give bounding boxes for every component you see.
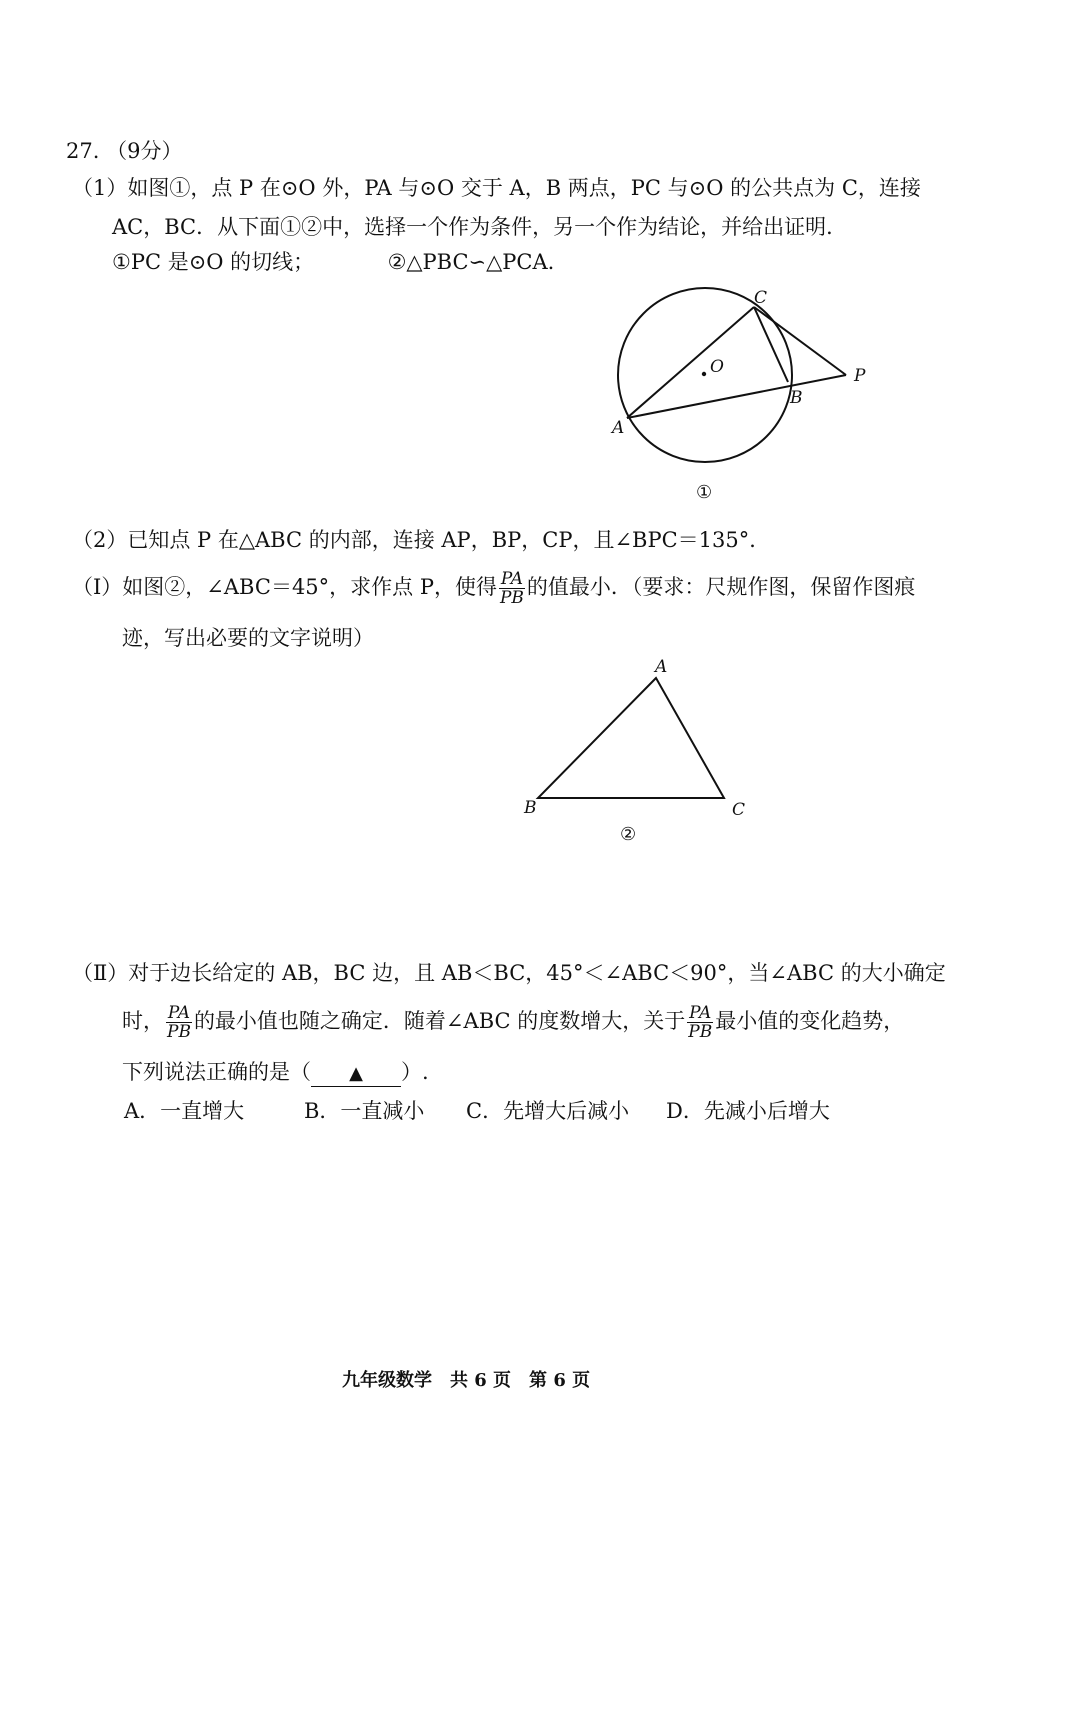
choice-b[interactable]: B．一直减小 xyxy=(304,1099,425,1123)
part1-line1: （1）如图①，点 P 在⊙O 外，PA 与⊙O 交于 A，B 两点，PC 与⊙O 的公共点为 C，连接 xyxy=(72,176,921,200)
part1-options xyxy=(112,247,554,277)
part2b-line3-prefix: 下列说法正确的是（ xyxy=(122,1060,311,1084)
part2-sub1-line2: 迹，写出必要的文字说明） xyxy=(122,626,374,650)
choice-d[interactable]: D．先减小后增大 xyxy=(666,1099,830,1123)
fraction-pa-pb xyxy=(499,570,525,607)
fraction-pa-pb-2 xyxy=(687,1004,713,1041)
fraction-denominator: PB xyxy=(688,1022,713,1042)
page-footer: 九年级数学 共 6 页 第 6 页 xyxy=(342,1370,591,1391)
fraction-numerator: PA xyxy=(500,569,524,589)
part2b-line2 xyxy=(122,1004,904,1041)
segment-ap xyxy=(627,375,846,418)
fraction-denominator: PB xyxy=(167,1022,191,1042)
label-c: C xyxy=(754,288,768,308)
question-header xyxy=(66,136,182,166)
figure-1-circle-diagram xyxy=(600,280,890,520)
part2b-line2-suffix: 最小值的变化趋势， xyxy=(715,1009,905,1033)
part1-option2: ②△PBC∽△PCA. xyxy=(387,250,555,274)
choice-a[interactable]: A．一直增大 xyxy=(124,1099,245,1123)
label-b: B xyxy=(790,388,803,408)
part2b-line2-mid: 的最小值也随之确定．随着∠ABC 的度数增大，关于 xyxy=(193,1009,686,1033)
choice-c[interactable]: C．先增大后减小 xyxy=(466,1099,630,1123)
label-a: A xyxy=(655,657,668,677)
triangle-abc xyxy=(538,678,724,798)
fraction-numerator: PA xyxy=(167,1003,191,1023)
part2-sub1-suffix: 的值最小．（要求：尺规作图，保留作图痕 xyxy=(526,575,916,599)
part2b-line3-suffix: ）. xyxy=(401,1060,429,1084)
label-p: P xyxy=(854,366,866,386)
part2b-line3 xyxy=(122,1057,429,1087)
fraction-denominator: PB xyxy=(499,588,524,608)
question-number: 27. xyxy=(66,139,100,163)
label-o: O xyxy=(710,357,724,377)
part2-sub1-line1 xyxy=(72,570,915,607)
segment-ac xyxy=(627,307,754,418)
question-points: （9分） xyxy=(106,139,183,163)
label-c: C xyxy=(732,800,746,820)
part2b-line2-prefix: 时， xyxy=(122,1009,164,1033)
segment-cp xyxy=(754,307,846,375)
part2-line1: （2）已知点 P 在△ABC 的内部，连接 AP，BP，CP，且∠BPC＝135°． xyxy=(72,528,771,552)
fraction-numerator: PA xyxy=(689,1003,712,1023)
label-b: B xyxy=(524,798,537,818)
part2b-line1: （Ⅱ）对于边长给定的 AB，BC 边，且 AB＜BC，45°＜∠ABC＜90°，当∠ABC 的大小确定 xyxy=(72,961,946,985)
figure-2-caption: ② xyxy=(620,824,637,845)
fraction-pa-pb-1 xyxy=(166,1004,192,1041)
center-point-o xyxy=(702,372,706,376)
part1-option1: ①PC 是⊙O 的切线； xyxy=(112,250,315,274)
label-a: A xyxy=(612,418,625,438)
part1-line2: AC，BC．从下面①②中，选择一个作为条件，另一个作为结论，并给出证明． xyxy=(112,215,848,239)
answer-blank[interactable]: ▲ xyxy=(311,1062,401,1087)
figure-1-caption: ① xyxy=(696,482,713,503)
part2-sub1-prefix: （Ⅰ）如图②，∠ABC＝45°，求作点 P，使得 xyxy=(72,575,497,599)
figure-2-triangle-diagram xyxy=(510,650,790,850)
